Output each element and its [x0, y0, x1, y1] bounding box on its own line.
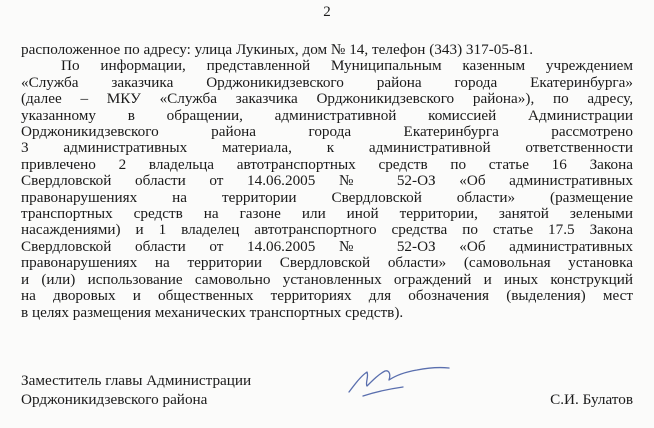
- body-line: По информации, представленной Муниципальным казенным учреждением: [61, 57, 633, 75]
- body-line: транспортных средств на газоне или иной территории, занятой зелеными: [21, 205, 633, 223]
- signature-block: [21, 371, 633, 409]
- body-line: в целях размещения механических транспортных средств).: [21, 303, 404, 321]
- page-number: 2: [323, 4, 331, 20]
- body-line: правонарушениях на территории Свердловской области» (размещение: [21, 188, 633, 206]
- signer-role-line: Заместитель главы Администрации: [21, 372, 252, 389]
- body-line: на дворовых и общественных территориях для обозначения (выделения) мест: [21, 287, 633, 305]
- body-line: Орджоникидзевского района города Екатеринбурга рассмотрено: [21, 123, 633, 141]
- body-line: привлечено 2 владельца автотранспортных средств по статье 16 Закона: [21, 155, 633, 173]
- body-line: (далее – МКУ «Служба заказчика Орджоникидзевского района»), по адресу,: [21, 90, 633, 108]
- body-line: «Служба заказчика Орджоникидзевского района города Екатеринбурга»: [21, 73, 633, 91]
- body-line: Свердловской области от 14.06.2005 № 52-ОЗ «Об административных: [21, 172, 633, 190]
- signer-role-line: Орджоникидзевского района: [21, 391, 208, 408]
- letter-body: [21, 42, 633, 321]
- body-line: правонарушениях на территории Свердловской области» (самовольная установка: [21, 254, 633, 272]
- body-line: указанному в обращении, административной комиссией Администрации: [21, 106, 633, 124]
- body-line: насаждениями) и 1 владелец автотранспортного средства по статье 17.5 Закона: [21, 221, 633, 239]
- body-line: и (или) использование самовольно установленных ограждений и иных конструкций: [21, 270, 633, 288]
- body-line: Свердловской области от 14.06.2005 № 52-ОЗ «Об административных: [21, 237, 633, 255]
- body-line: расположенное по адресу: улица Лукиных, дом № 14, телефон (343) 317-05-81.: [21, 41, 533, 58]
- body-line: 3 административных материала, к административной ответственности: [21, 139, 633, 157]
- signer-name: С.И. Булатов: [550, 391, 633, 408]
